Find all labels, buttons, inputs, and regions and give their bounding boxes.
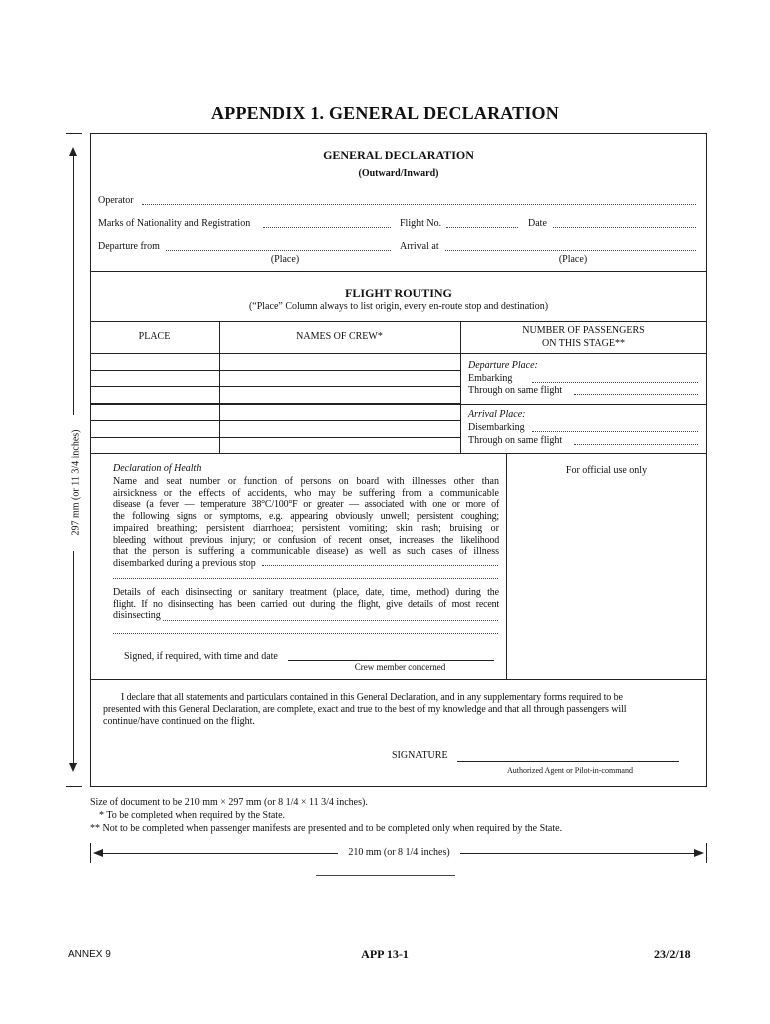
operator-label: Operator [98,195,134,206]
departure-place-label: Departure Place: [468,360,538,371]
disinsect-line-1: Details of each disinsecting or sanitary treatment (place, date, time, method) during the [113,587,499,598]
col-passengers-1: NUMBER OF PASSENGERS [522,325,645,336]
arr-through-label: Through on same flight [468,435,563,446]
general-declaration-form [90,133,707,787]
form-subheading: (Outward/Inward) [358,168,439,179]
marks-label: Marks of Nationality and Registration [98,218,251,229]
signed-label: Signed, if required, with time and date [124,651,278,662]
form-heading: GENERAL DECLARATION [323,148,474,162]
footer-annex: ANNEX 9 [68,949,111,960]
page-title: APPENDIX 1. GENERAL DECLARATION [211,103,559,123]
signature-label: SIGNATURE [392,750,448,761]
arrival-place-hint: (Place) [558,254,588,265]
disinsect-line-3: disinsecting [113,610,161,622]
routing-note: (“Place” Column always to list origin, every en-route stop and destination) [248,301,549,312]
signed-field[interactable] [288,650,494,661]
health-heading: Declaration of Health [113,463,202,474]
arrow-right-icon [694,849,704,857]
disinsect-line-2: flight. If no disinsecting has been carried out during the flight, give details of most recent [113,598,499,610]
date-label: Date [528,218,547,229]
signature-field[interactable] [457,751,679,762]
footer-page: APP 13-1 [361,947,409,961]
horizontal-dimension [90,843,707,865]
size-note: Size of document to be 210 mm × 297 mm (or 8 1/4 × 11 3/4 inches). [90,797,368,808]
departure-label: Departure from [98,241,160,252]
date-field[interactable] [553,227,696,228]
disinsect-field[interactable] [163,620,498,621]
operator-field[interactable] [142,204,696,205]
flight-no-label: Flight No. [400,218,442,229]
star-note-2: ** Not to be completed when passenger manifests are presented and to be completed only when required by the State. [90,823,563,834]
health-line-7: that the person is suffering a communicable disease) as well as such cases of illness [113,546,499,558]
col-place: PLACE [138,331,171,342]
health-text [113,476,499,570]
departure-field[interactable] [166,250,391,251]
departure-place-hint: (Place) [270,254,300,265]
disinsect-text [113,587,499,622]
health-line-5: impaired breathing; persistent diarrhoea; persistent vomiting; skin rash; bruising or [113,522,499,534]
dep-through-label: Through on same flight [468,385,563,396]
col-crew: NAMES OF CREW* [296,331,383,342]
health-line-3: disease (a fever — temperature 38°C/100°F or greater — associated with one or more of [113,499,499,511]
dep-through-field[interactable] [574,394,698,395]
arrival-place-label: Arrival Place: [468,409,526,420]
declaration-line-3: continue/have continued on the flight. [103,716,255,727]
declaration-line-1: I declare that all statements and particulars contained in this General Declaration, and in any supplementary forms required to be [121,692,623,703]
horizontal-dimension-label: 210 mm (or 8 1/4 inches) [348,847,450,858]
previous-stop-field[interactable] [262,565,498,566]
embarking-field[interactable] [532,382,698,383]
arr-through-field[interactable] [574,444,698,445]
arrow-down-icon [69,763,77,772]
declaration-text [103,692,695,728]
health-line-2: airsickness or the effects of accidents, who may be suffering from a communicable [113,487,499,499]
disinsect-extra-field[interactable] [113,633,498,634]
routing-heading: FLIGHT ROUTING [345,286,452,300]
footer-date: 23/2/18 [654,947,691,961]
health-line-8: disembarked during a previous stop [113,557,256,569]
embarking-label: Embarking [468,373,513,384]
disembarking-label: Disembarking [468,422,525,433]
arrival-label: Arrival at [400,241,439,252]
col-passengers-2: ON THIS STAGE** [542,338,625,349]
declaration-line-2: presented with this General Declaration, are complete, exact and true to the best of my knowledge and that all through passengers will [103,704,627,715]
star-note-1: * To be completed when required by the State. [99,810,286,821]
crew-concerned-label: Crew member concerned [354,662,446,672]
official-use-label: For official use only [565,465,648,476]
health-line-4: the following signs or symptoms, e.g. appearing obviously unwell; persistent coughing; [113,511,499,523]
health-extra-field[interactable] [113,578,498,579]
health-line-6: bleeding without previous injury; or confusion of recent onset, increases the likelihood [113,534,499,546]
vertical-dimension-label: 297 mm (or 11 3/4 inches) [70,429,82,536]
health-line-1: Name and seat number or function of persons on board with illnesses other than [113,476,499,487]
marks-field[interactable] [263,227,391,228]
arrival-field[interactable] [445,250,696,251]
signature-role: Authorized Agent or Pilot-in-command [507,766,633,775]
disembarking-field[interactable] [532,431,698,432]
vertical-dimension [66,133,82,787]
flight-no-field[interactable] [446,227,518,228]
separator-rule [316,875,455,876]
